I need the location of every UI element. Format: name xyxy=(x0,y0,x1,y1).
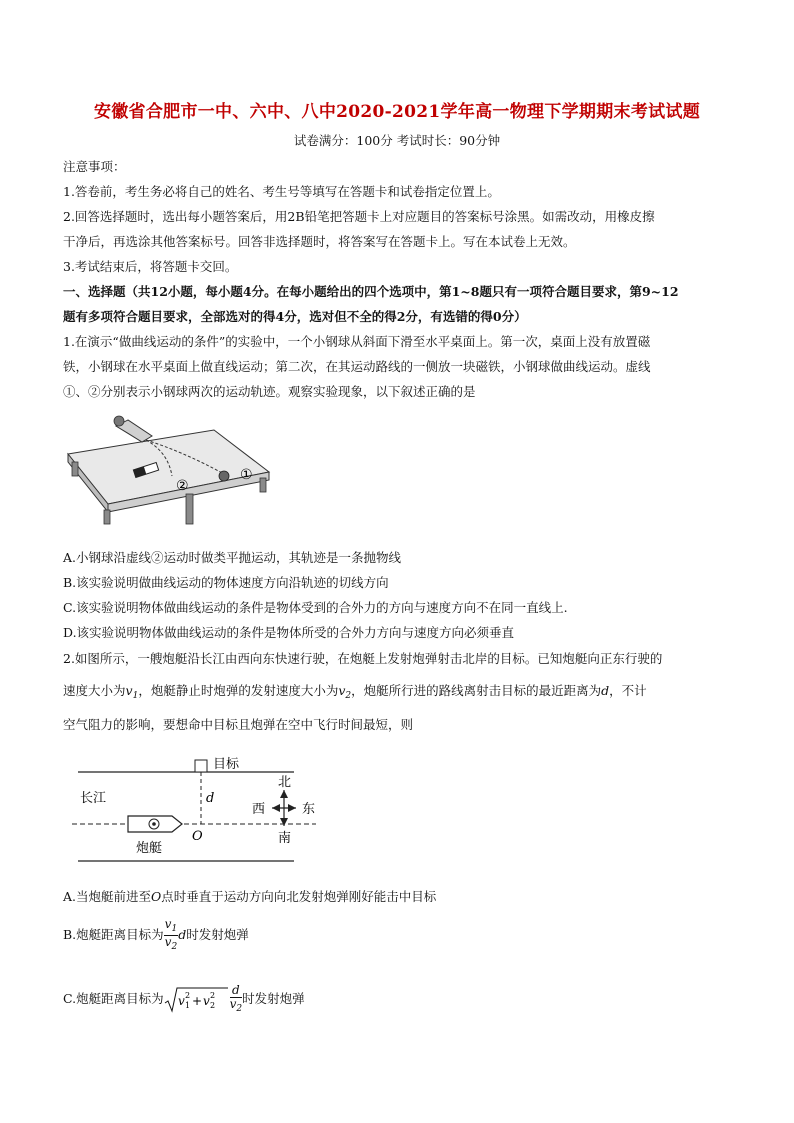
sqrt-expression xyxy=(164,985,230,1015)
v1-symbol: v xyxy=(125,683,133,698)
path-2-label: ② xyxy=(176,478,189,494)
path-1-label: ① xyxy=(240,467,253,483)
q1-option-a: A.小钢球沿虚线②运动时做类平抛运动，其轨迹是一条抛物线 xyxy=(63,550,402,565)
compass-east: 东 xyxy=(302,802,316,817)
compass-north: 北 xyxy=(278,775,292,790)
fraction-v1-v2: $\frac{v_1}{v_2}$ xyxy=(164,917,178,952)
svg-text:v: v xyxy=(202,993,210,1008)
compass-south: 南 xyxy=(278,831,292,846)
d-symbol: d xyxy=(601,683,610,698)
table-leg xyxy=(186,494,193,524)
q2-stem-2: 速度大小为$v_1$，炮艇静止时炮弹的发射速度大小为$v_2$，炮艇所行进的路线离射击目标的最近距离为d，不计 xyxy=(63,683,647,701)
q2-stem-3: 空气阻力的影响，要想命中目标且炮弹在空中飞行时间最短，则 xyxy=(63,717,414,732)
river-label: 长江 xyxy=(80,791,107,806)
table-leg xyxy=(104,510,110,524)
note-item-1: 1.答卷前，考生务必将自己的姓名、考生号等填写在答题卡和试卷指定位置上。 xyxy=(63,184,500,199)
q2-option-b: B.炮艇距离目标为 $\frac{v_1}{v_2}$ d时发射炮弹 xyxy=(63,917,249,952)
q1-stem-2: 铁，小钢球在水平桌面上做直线运动；第二次，在其运动路线的一侧放一块磁铁，小钢球做曲线运动。虚线 xyxy=(63,359,651,374)
q1-stem-3: ①、②分别表示小钢球两次的运动轨迹。观察实验现象，以下叙述正确的是 xyxy=(63,384,476,399)
compass-south-arrow xyxy=(280,818,288,826)
q1-option-d: D.该实验说明物体做曲线运动的条件是物体所受的合外力方向与速度方向必须垂直 xyxy=(63,625,515,640)
q2-stem-1: 2.如图所示，一艘炮艇沿长江由西向东快速行驶，在炮艇上发射炮弹射击北岸的目标。已知炮艇向正东行驶的 xyxy=(63,651,663,666)
distance-label: d xyxy=(206,791,215,806)
target-label: 目标 xyxy=(213,757,240,772)
svg-text:1: 1 xyxy=(184,1000,190,1010)
q1-option-c: C.该实验说明物体做曲线运动的条件是物体受到的合外力的方向与速度方向不在同一直线上. xyxy=(63,600,568,615)
q1-figure xyxy=(64,412,274,530)
v2-symbol: v xyxy=(338,683,346,698)
svg-text:2: 2 xyxy=(184,990,190,1000)
q1-stem-1: 1.在演示“做曲线运动的条件”的实验中，一个小钢球从斜面下滑至水平桌面上。第一次，桌面上没有放置磁 xyxy=(63,334,651,349)
compass-west-arrow xyxy=(272,804,280,812)
section1-instructions-1: 一、选择题（共12小题，每小题4分。在每小题给出的四个选项中，第1~8题只有一项符合题目要求，第9~12 xyxy=(63,284,679,299)
exam-subtitle: 试卷满分：100分 考试时长：90分钟 xyxy=(293,133,501,148)
start-ball xyxy=(114,416,124,426)
compass-north-arrow xyxy=(280,790,288,798)
note-item-2-cont: 干净后，再选涂其他答案标号。回答非选择题时，将答案写在答题卡上。写在本试卷上无效。 xyxy=(63,234,576,249)
boat-label: 炮艇 xyxy=(136,841,163,856)
end-ball xyxy=(219,471,229,481)
q2-option-c: C.炮艇距离目标为 v 1 2 + v 2 2 $\frac{d}{v_2}$ 时发射炮弹 xyxy=(63,983,305,1015)
note-item-3: 3.考试结束后，将答题卡交回。 xyxy=(63,259,238,274)
notes-heading: 注意事项： xyxy=(63,159,126,174)
target-box xyxy=(195,760,207,772)
svg-text:2: 2 xyxy=(209,990,215,1000)
boat-gun-center xyxy=(152,822,156,826)
svg-text:v: v xyxy=(177,993,185,1008)
q2-option-a: A.当炮艇前进至O点时垂直于运动方向向北发射炮弹刚好能击中目标 xyxy=(63,889,437,904)
svg-text:2: 2 xyxy=(209,1000,215,1010)
q1-option-b: B.该实验说明做曲线运动的物体速度方向沿轨迹的切线方向 xyxy=(63,575,389,590)
table-leg xyxy=(72,462,78,476)
point-o-label: O xyxy=(192,829,203,844)
exam-title: 安徽省合肥市一中、六中、八中2020-2021学年高一物理下学期期末考试试题 xyxy=(93,102,701,122)
table-leg xyxy=(260,478,266,492)
q2-figure xyxy=(64,748,326,866)
note-item-2: 2.回答选择题时，选出每小题答案后，用2B铅笔把答题卡上对应题目的答案标号涂黑。如需改动，用橡皮擦 xyxy=(63,209,655,224)
compass-east-arrow xyxy=(288,804,296,812)
compass-west: 西 xyxy=(252,802,266,817)
svg-text:+: + xyxy=(191,993,202,1008)
fraction-d-v2: $\frac{d}{v_2}$ xyxy=(229,983,243,1015)
section1-instructions-2: 题有多项符合题目要求，全部选对的得4分，选对但不全的得2分，有选错的得0分） xyxy=(63,309,527,324)
